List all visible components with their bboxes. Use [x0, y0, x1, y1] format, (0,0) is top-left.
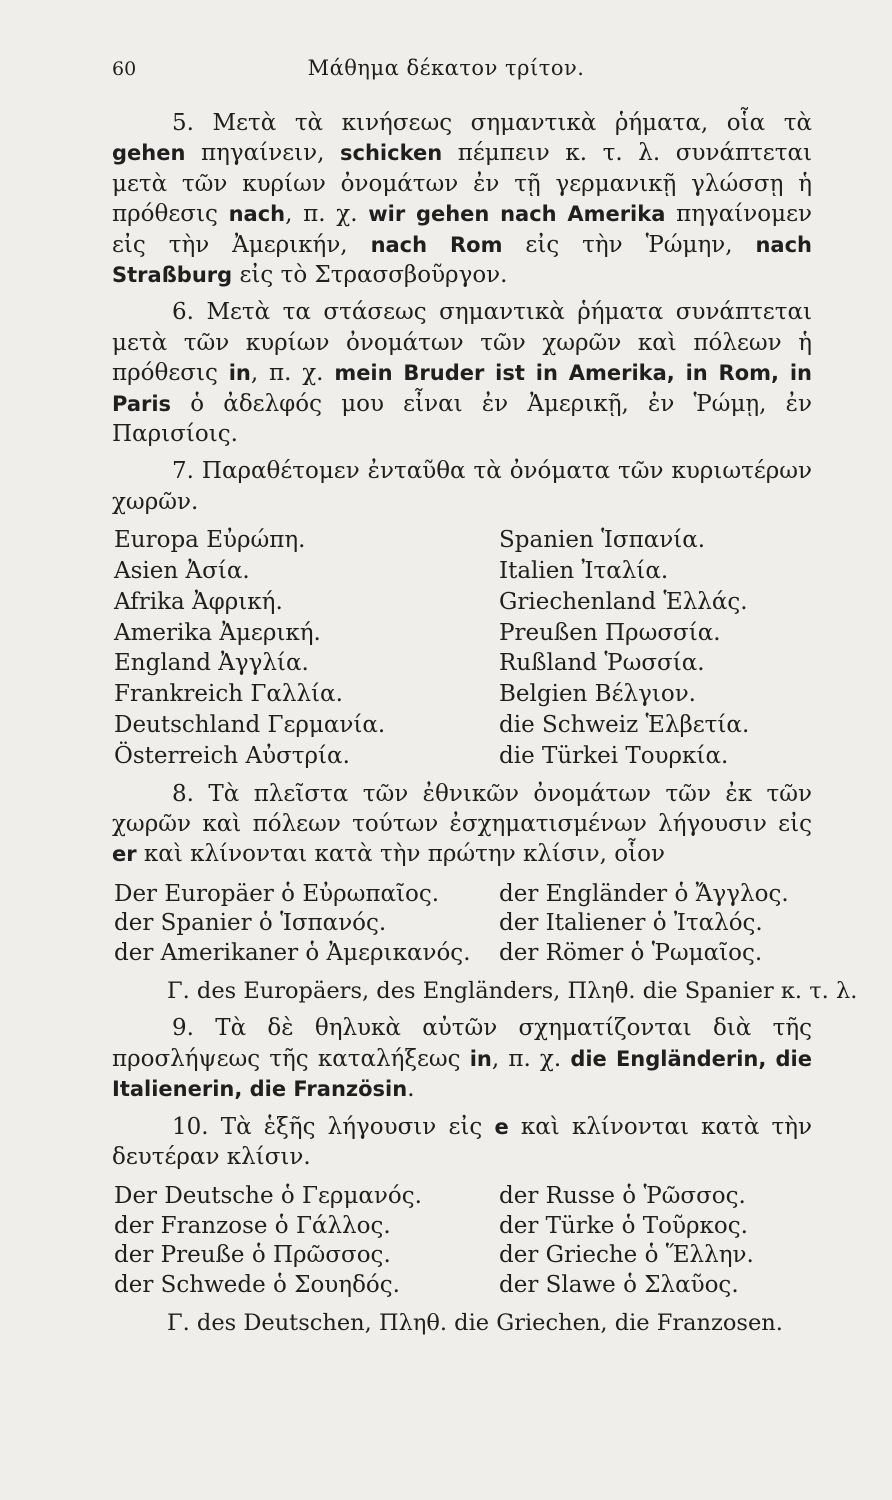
german-example: er — [112, 842, 137, 867]
genitive-note-1: Γ. des Europäers, des Engländers, Πληθ. die Spanier κ. τ. λ. — [167, 978, 858, 1005]
list-item: Rußland Ῥωσσία. — [499, 650, 705, 677]
list-item: Spanien Ἱσπανία. — [499, 527, 706, 554]
list-item: der Schwede ὁ Σουηδός. — [114, 1271, 400, 1298]
list-item: Österreich Αὐστρία. — [114, 742, 350, 769]
list-item: England Ἀγγλία. — [114, 650, 309, 677]
german-example: gehen — [112, 141, 186, 166]
list-item: die Schweiz Ἑλβετία. — [499, 712, 750, 739]
list-item: Der Europäer ὁ Εὐρωπαῖος. — [114, 880, 440, 907]
section-6: 6. Μετὰ τα στάσεως σημαντικὰ ῥήματα συνάπτεται μετὰ τῶν κυρίων ὀνομάτων τῶν χωρῶν καὶ πόλεων ἡ πρόθεσις in, π. χ. mein Bruder ist in Amerika, in Rom, in Paris ὁ ἀδελφός μου εἶναι ἐν Ἀμερικῇ, ἐν Ῥώμῃ, ἐν Παρισίοις. — [112, 299, 812, 448]
german-example: nach Rom — [370, 232, 503, 257]
list-item: Griechenland Ἑλλάς. — [499, 588, 748, 615]
list-item: der Slawe ὁ Σλαῦος. — [499, 1271, 739, 1298]
list-item: der Grieche ὁ Ἕλλην. — [499, 1242, 754, 1269]
section-number: 9. — [172, 1015, 194, 1042]
list-item: Afrika Ἀφρική. — [114, 588, 283, 615]
german-example: die Engländerin, die Italienerin, die Französin — [112, 1046, 812, 1102]
list-item: Asien Ἀσία. — [114, 558, 250, 585]
german-example: nach Straßburg — [112, 232, 812, 288]
german-example: wir gehen nach Amerika — [368, 202, 666, 227]
section-9: 9. Τὰ δὲ θηλυκὰ αὐτῶν σχηματίζονται διὰ τῆς προσλήψεως τῆς καταλήξεως in, π. χ. die Engländerin, die Italienerin, die Französin. — [112, 1015, 812, 1103]
section-number: 5. — [172, 110, 194, 136]
section-7: 7. Παραθέτομεν ἐνταῦθα τὰ ὀνόματα τῶν κυριωτέρων χωρῶν. — [112, 458, 812, 515]
list-item: Deutschland Γερμανία. — [114, 712, 386, 739]
section-number: 6. — [172, 299, 194, 326]
list-item: der Römer ὁ Ῥωμαῖος. — [499, 939, 763, 966]
german-example: schicken — [340, 141, 443, 166]
genitive-note-2: Γ. des Deutschen, Πληθ. die Griechen, die Franzosen. — [167, 1310, 783, 1337]
list-item: der Türke ὁ Τοῦρκος. — [499, 1212, 748, 1239]
page-number: 60 — [112, 58, 137, 80]
list-item: Der Deutsche ὁ Γερμανός. — [114, 1183, 422, 1210]
list-item: der Amerikaner ὁ Ἀμερικανός. — [114, 939, 471, 966]
list-item: der Italiener ὁ Ἰταλός. — [499, 910, 763, 937]
section-10: 10. Τὰ ἑξῆς λήγουσιν εἰς e καὶ κλίνονται κατὰ τὴν δευτέραν κλίσιν. — [112, 1113, 813, 1170]
list-item: Preußen Πρωσσία. — [499, 619, 721, 646]
german-example: in — [228, 361, 251, 386]
page-title: Μάθημα δέκατον τρίτον. — [307, 56, 585, 80]
section-number: 10. — [172, 1113, 209, 1140]
section-5: 5. Μετὰ τὰ κινήσεως σημαντικὰ ῥήματα, οἷα τὰ gehen πηγαίνειν, schicken πέμπειν κ. τ. λ. συνάπτεται μετὰ τῶν κυρίων ὀνομάτων ἐν τῇ γερμανικῇ γλώσσῃ ἡ πρόθεσις nach, π. χ. wir gehen nach Amerika πηγαίνομεν εἰς τὴν Ἀμερικήν, nach Rom εἰς τὴν Ῥώμην, nach Straßburg εἰς τὸ Στρασσβοῦργον. — [112, 110, 813, 289]
list-item: Amerika Ἀμερική. — [114, 619, 321, 646]
list-item: Italien Ἰταλία. — [499, 558, 669, 585]
list-item: der Spanier ὁ Ἱσπανός. — [114, 910, 387, 937]
running-header — [0, 52, 892, 86]
nationals-list-1 — [112, 880, 812, 969]
german-example: in — [469, 1046, 492, 1071]
list-item: der Franzose ὁ Γάλλος. — [114, 1212, 391, 1239]
german-example: nach — [228, 202, 286, 227]
list-item: Belgien Βέλγιον. — [499, 681, 696, 708]
list-item: der Engländer ὁ Ἄγγλος. — [499, 880, 789, 907]
section-number: 8. — [172, 780, 194, 807]
list-item: der Russe ὁ Ῥῶσσος. — [499, 1183, 746, 1210]
countries-list — [112, 525, 812, 771]
page-body — [112, 108, 858, 1338]
nationals-list-2 — [112, 1182, 812, 1300]
section-number: 7. — [172, 458, 194, 485]
list-item: Europa Εὐρώπη. — [114, 527, 306, 554]
german-example: mein Bruder ist in Amerika, in Rom, in Paris — [112, 361, 812, 416]
section-8: 8. Τὰ πλεῖστα τῶν ἐθνικῶν ὀνομάτων τῶν ἐκ τῶν χωρῶν καὶ πόλεων τούτων ἐσχηματισμένων λήγουσιν εἰς er καὶ κλίνονται κατὰ τὴν πρώτην κλίσιν, οἷον — [112, 780, 812, 868]
list-item: die Türkei Τουρκία. — [499, 742, 729, 769]
german-example: e — [494, 1114, 509, 1139]
list-item: der Preuße ὁ Πρῶσσος. — [114, 1242, 391, 1269]
list-item: Frankreich Γαλλία. — [114, 681, 343, 708]
